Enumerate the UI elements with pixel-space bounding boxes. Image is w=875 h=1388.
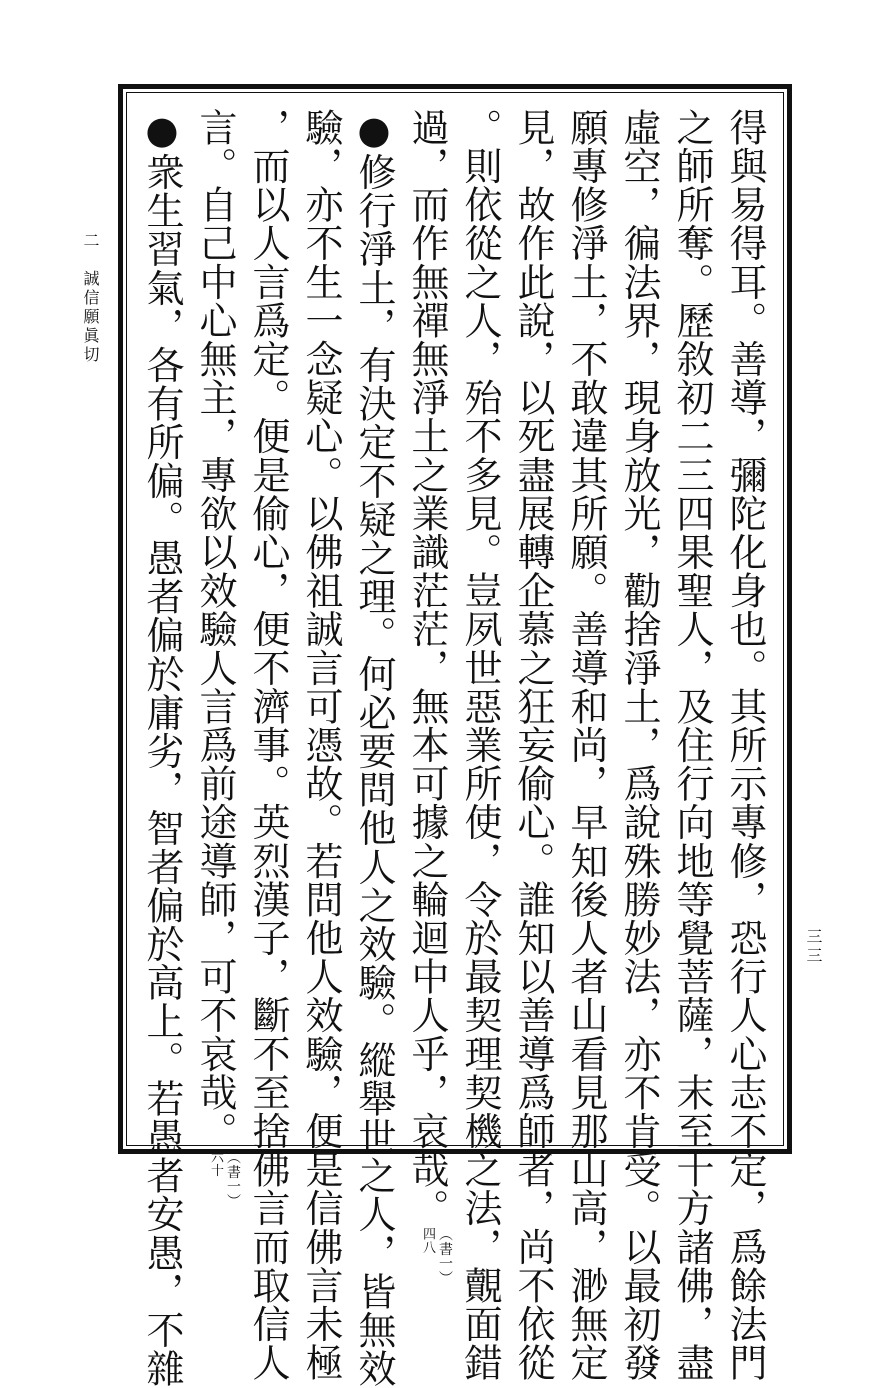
text-column-6	[453, 108, 507, 1382]
text-column-8	[347, 108, 401, 1388]
section-number: 二	[81, 232, 100, 251]
column-text: 言。自己中心無主，專欲以效驗人言爲前途導師，可不哀哉。	[193, 108, 237, 1151]
text-column-10	[241, 108, 295, 1382]
column-text: 願專修淨土，不敢違其所願。善導和尚，早知後人者山看見那山高，渺無定	[564, 108, 608, 1382]
column-text: 見，故作此說，以死盡展轉企慕之狂妄偷心。誰知以善導爲師者，尚不依從	[511, 108, 555, 1382]
column-text: 過，而作無禪無淨土之業識茫茫，無本可據之輪迴中人乎，哀哉。	[405, 108, 449, 1228]
text-column-12	[135, 108, 189, 1388]
source-note-label: （書一）	[225, 1150, 241, 1209]
column-text: 得與易得耳。善導，彌陀化身也。其所示專修，恐行人心志不定，爲餘法門	[723, 108, 767, 1382]
section-title: 誠信願眞切	[81, 270, 100, 365]
text-column-2	[665, 108, 719, 1382]
source-note	[418, 1227, 454, 1285]
text-column-3	[612, 108, 666, 1382]
source-note-number: 六十	[208, 1150, 223, 1178]
column-text: 驗，亦不生一念疑心。以佛祖誠言可憑故。若問他人效驗，便是信佛言未極	[299, 108, 343, 1382]
column-text: ●修行淨土，有決定不疑之理。何必要問他人之效驗。縱舉世之人，皆無效	[352, 108, 396, 1388]
column-text: 之師所奪。歷敘初二三四果聖人，及住行向地等覺菩薩，末至十方諸佛，盡	[670, 108, 714, 1382]
text-body	[140, 108, 772, 1388]
text-column-5	[506, 108, 560, 1382]
text-column-11	[188, 108, 242, 1209]
text-column-7	[400, 108, 454, 1286]
column-text: ，而以人言爲定。便是偷心，便不濟事。英烈漢子，斷不至捨佛言而取信人	[246, 108, 290, 1382]
column-text: 虛空，徧法界，現身放光，勸捨淨土，爲說殊勝妙法，亦不肯受。以最初發	[617, 108, 661, 1382]
column-text: 。則依從之人，殆不多見。豈夙世惡業所使，令於最契理契機之法，覿面錯	[458, 108, 502, 1382]
source-note-label: （書一）	[437, 1227, 453, 1286]
text-column-9	[294, 108, 348, 1382]
page-number: 三三	[804, 928, 823, 966]
source-note-number: 四八	[420, 1227, 435, 1255]
source-note	[206, 1150, 242, 1208]
text-column-4	[559, 108, 613, 1382]
text-column-1	[718, 108, 772, 1382]
column-text: ●衆生習氣，各有所偏。愚者偏於庸劣，智者偏於高上。若愚者安愚，不雜	[140, 108, 184, 1388]
